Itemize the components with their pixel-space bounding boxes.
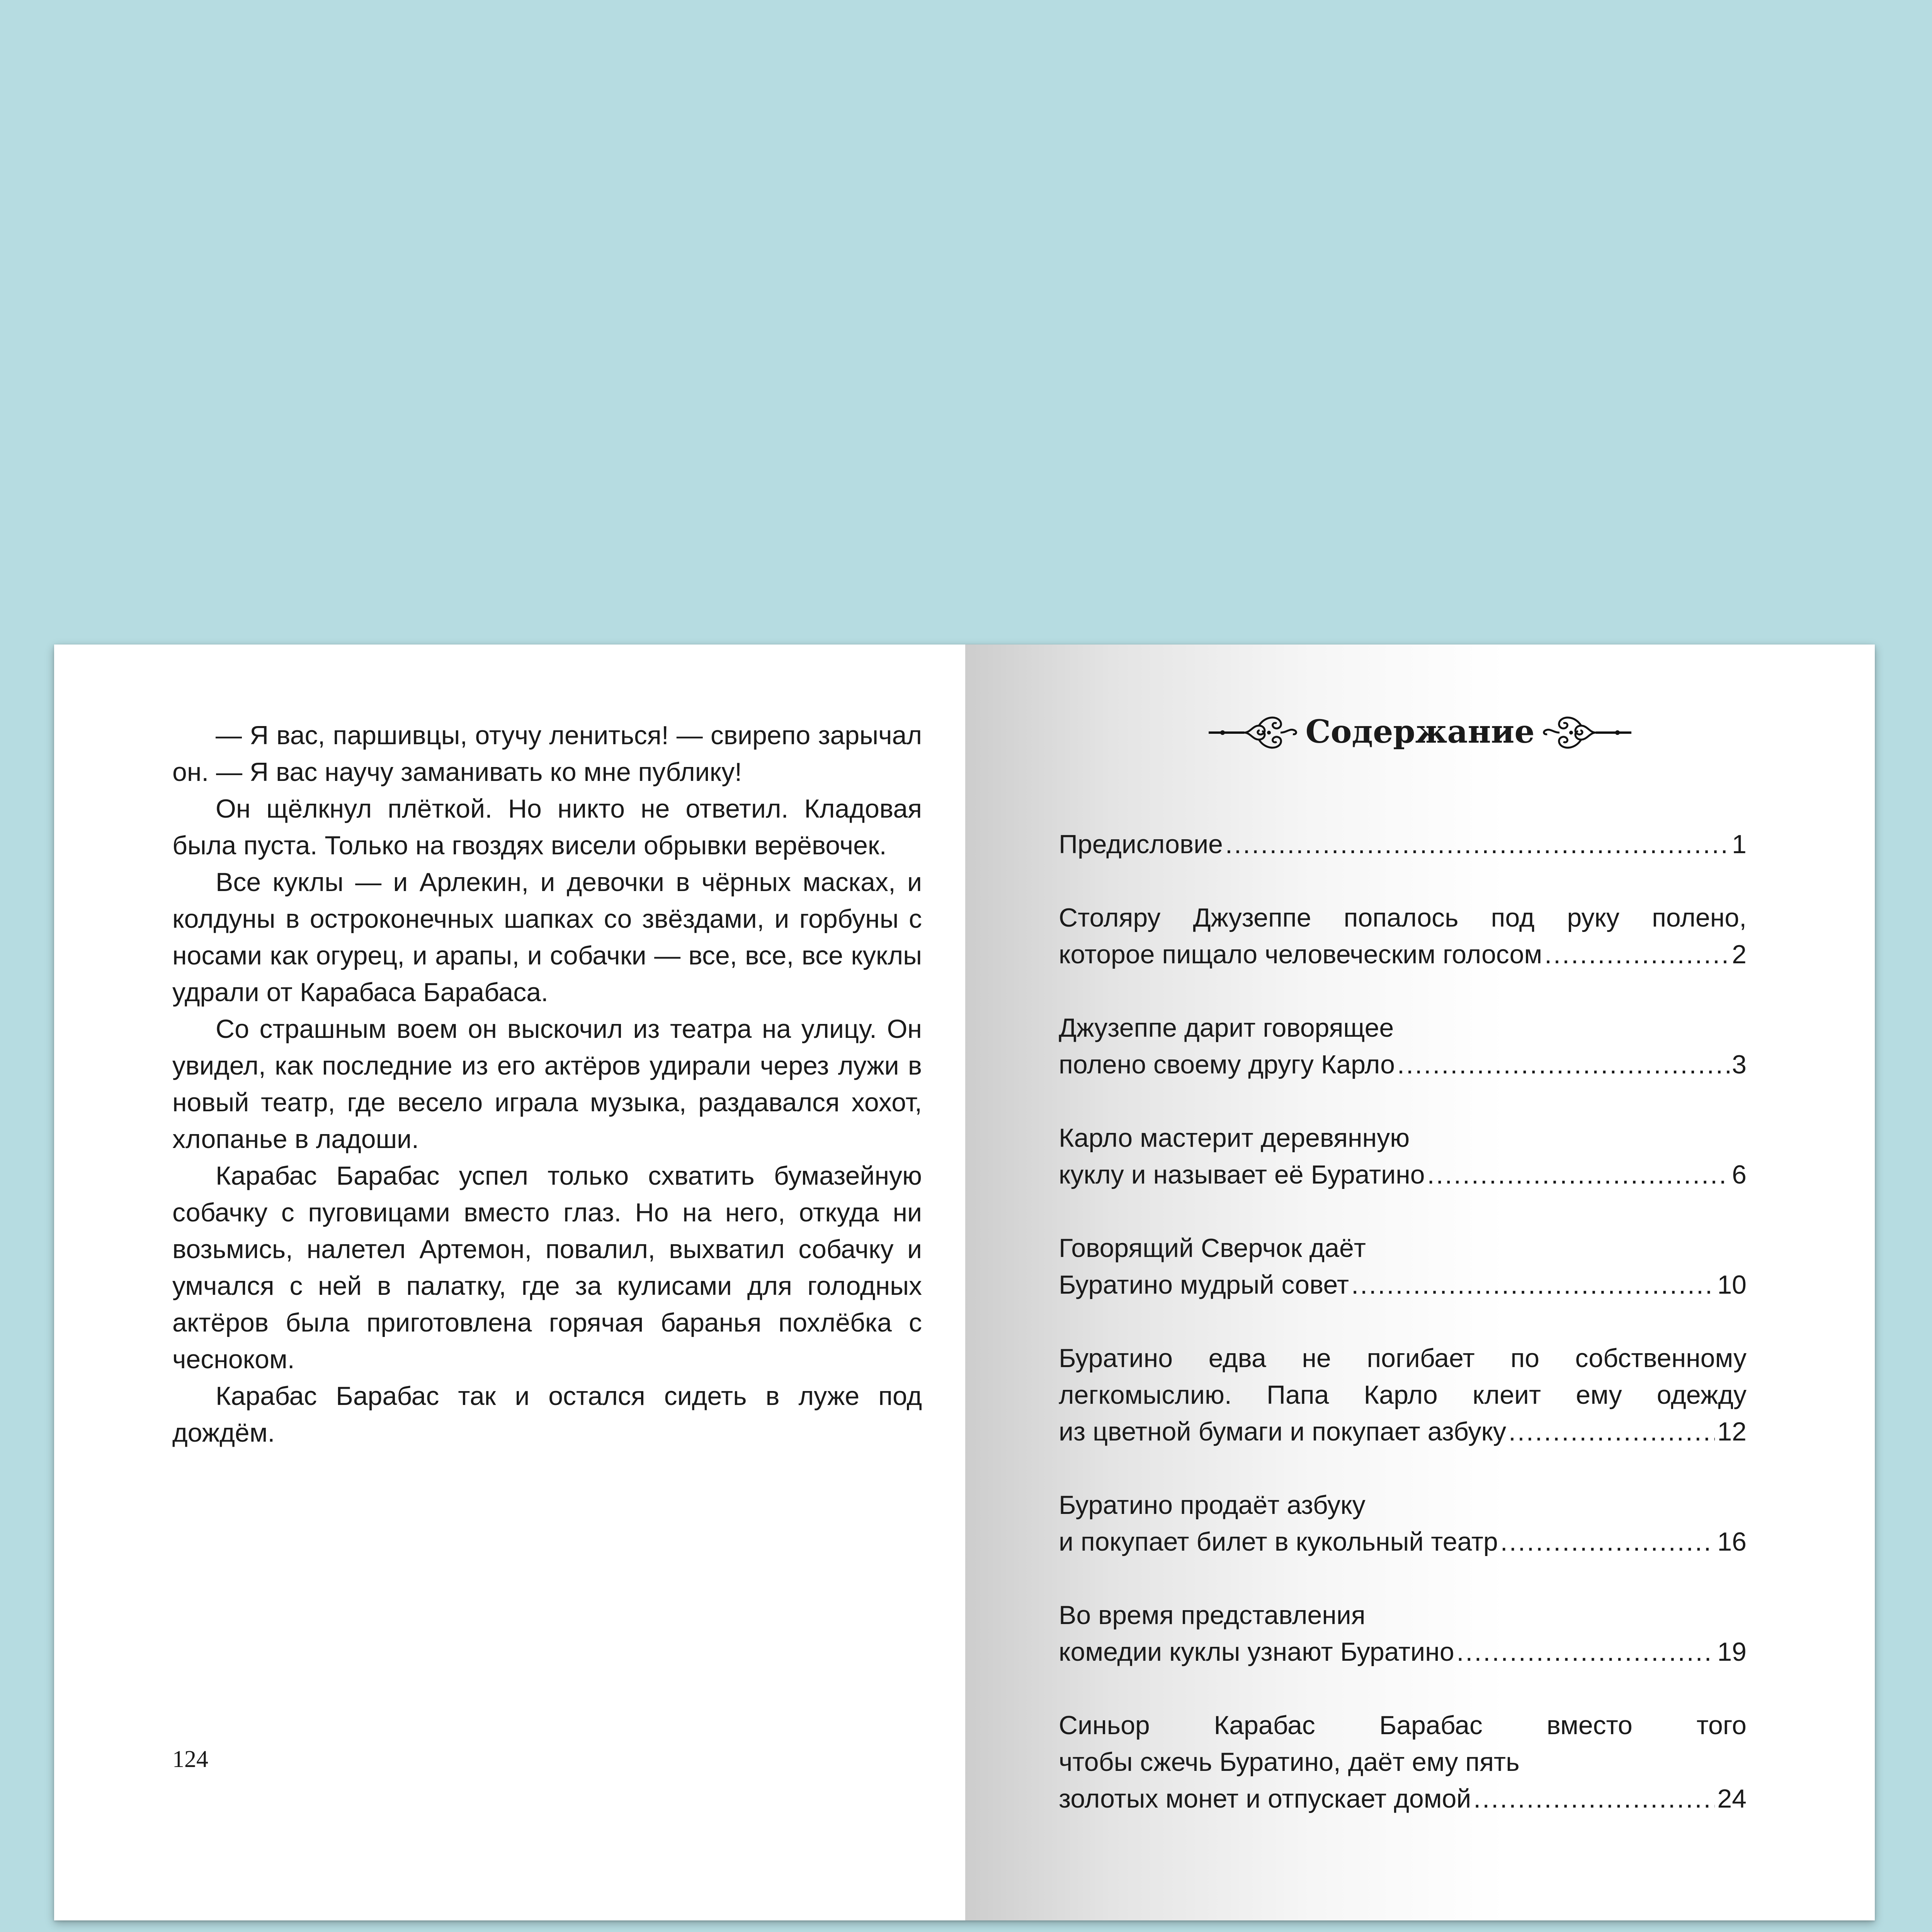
toc-page-number: 19: [1717, 1637, 1747, 1667]
story-paragraph: Карабас Барабас так и остался сидеть в луже под дождём.: [172, 1381, 922, 1447]
toc-leader-dots: [1397, 1046, 1730, 1083]
toc-entry-title: куклу и называет её Буратино: [1059, 1160, 1425, 1189]
toc-leader-dots: [1473, 1781, 1715, 1817]
toc-leader-dots: [1544, 936, 1730, 973]
toc-leader-dots: [1351, 1267, 1715, 1303]
toc-leader-dots: [1509, 1413, 1715, 1450]
toc-entry-last-line: [1059, 1634, 1747, 1670]
toc-entry-line: Говорящий Сверчок даёт: [1059, 1233, 1366, 1263]
story-text: [172, 717, 922, 1451]
toc-entry[interactable]: [1059, 826, 1747, 863]
toc-entry-last-line: [1059, 1156, 1747, 1193]
toc-leader-dots: [1225, 826, 1730, 863]
toc-entry-title: и покупает билет в кукольный театр: [1059, 1527, 1498, 1556]
toc-header: [965, 709, 1875, 755]
toc-entry-line: Столяру Джузеппе попалось под руку полено,: [1059, 903, 1747, 932]
toc-entry[interactable]: [1059, 1707, 1747, 1817]
toc-entry-line: Синьор Карабас Барабас вместо того: [1059, 1711, 1747, 1740]
story-paragraph: Он щёлкнул плёткой. Но никто не ответил. Кладовая была пуста. Только на гвоздях висели обрывки верёвочек.: [172, 794, 922, 860]
toc-entry-line: легкомыслию. Папа Карло клеит ему одежду: [1059, 1380, 1747, 1410]
toc-entry[interactable]: [1059, 1340, 1747, 1450]
story-paragraph: Со страшным воем он выскочил из театра на улицу. Он увидел, как последние из его актёров удирали через лужи в новый театр, где весело играла музыка, раздавался хохот, хлопанье в ладоши.: [172, 1014, 922, 1154]
toc-entry-last-line: [1059, 1267, 1747, 1303]
toc-page-number: 12: [1717, 1417, 1747, 1446]
left-flourish-ornament: [1207, 709, 1300, 755]
toc-page-number: 10: [1717, 1270, 1747, 1299]
toc-entry-line: Буратино едва не погибает по собственному: [1059, 1344, 1747, 1373]
toc-title: Содержание: [1305, 713, 1535, 750]
book-spread: [54, 645, 1875, 1920]
toc-page-number: 24: [1717, 1784, 1747, 1813]
toc-entry-title: полено своему другу Карло: [1059, 1050, 1395, 1079]
toc-entry-title: Предисловие: [1059, 830, 1223, 859]
page-number: 124: [172, 1746, 208, 1772]
toc-entry-title: Буратино мудрый совет: [1059, 1270, 1349, 1299]
toc-entry-line: Карло мастерит деревянную: [1059, 1123, 1410, 1153]
right-flourish-ornament: [1540, 709, 1633, 755]
left-page: [54, 645, 965, 1920]
story-paragraph: — Я вас, паршивцы, отучу лениться! — свирепо зарычал он. — Я вас научу заманивать ко мне публику!: [172, 721, 922, 787]
toc-entry[interactable]: [1059, 1597, 1747, 1670]
toc-leader-dots: [1500, 1524, 1715, 1560]
toc-entry-last-line: [1059, 1413, 1747, 1450]
toc-entry-last-line: [1059, 1781, 1747, 1817]
toc-entry-last-line: [1059, 826, 1747, 863]
toc-entry[interactable]: [1059, 1010, 1747, 1083]
table-of-contents: [1059, 826, 1747, 1854]
toc-entry[interactable]: [1059, 1230, 1747, 1303]
toc-entry-line: Буратино продаёт азбуку: [1059, 1490, 1366, 1520]
toc-leader-dots: [1457, 1634, 1715, 1670]
toc-entry[interactable]: [1059, 900, 1747, 973]
toc-entry-line: Во время представления: [1059, 1600, 1366, 1630]
story-paragraph: Все куклы — и Арлекин, и девочки в чёрных масках, и колдуны в остроконечных шапках со звёздами, и горбуны с носами как огурец, и арапы, и собачки — все, все, все куклы удрали от Карабаса Барабаса.: [172, 867, 922, 1007]
toc-leader-dots: [1427, 1156, 1730, 1193]
toc-page-number: 3: [1732, 1050, 1747, 1079]
toc-page-number: 6: [1732, 1160, 1747, 1189]
story-paragraph: Карабас Барабас успел только схватить бумазейную собачку с пуговицами вместо глаз. Но на него, откуда ни возьмись, налетел Артемон, повалил, выхватил собачку и умчался с ней в палатку, где за кулисами для голодных актёров была приготовлена горячая баранья похлёбка с чесноком.: [172, 1161, 922, 1374]
toc-entry[interactable]: [1059, 1487, 1747, 1560]
toc-page-number: 16: [1717, 1527, 1747, 1556]
toc-entry[interactable]: [1059, 1120, 1747, 1193]
right-page: [965, 645, 1875, 1920]
toc-entry-title: которое пищало человеческим голосом: [1059, 940, 1543, 969]
toc-entry-last-line: [1059, 1524, 1747, 1560]
toc-page-number: 2: [1732, 940, 1747, 969]
toc-entry-title: золотых монет и отпускает домой: [1059, 1784, 1471, 1813]
toc-page-number: 1: [1732, 830, 1747, 859]
toc-entry-last-line: [1059, 1046, 1747, 1083]
toc-entry-last-line: [1059, 936, 1747, 973]
toc-entry-title: комедии куклы узнают Буратино: [1059, 1637, 1454, 1667]
toc-entry-line: Джузеппе дарит говорящее: [1059, 1013, 1394, 1043]
toc-entry-line: чтобы сжечь Буратино, даёт ему пять: [1059, 1747, 1520, 1777]
toc-entry-title: из цветной бумаги и покупает азбуку: [1059, 1417, 1506, 1446]
